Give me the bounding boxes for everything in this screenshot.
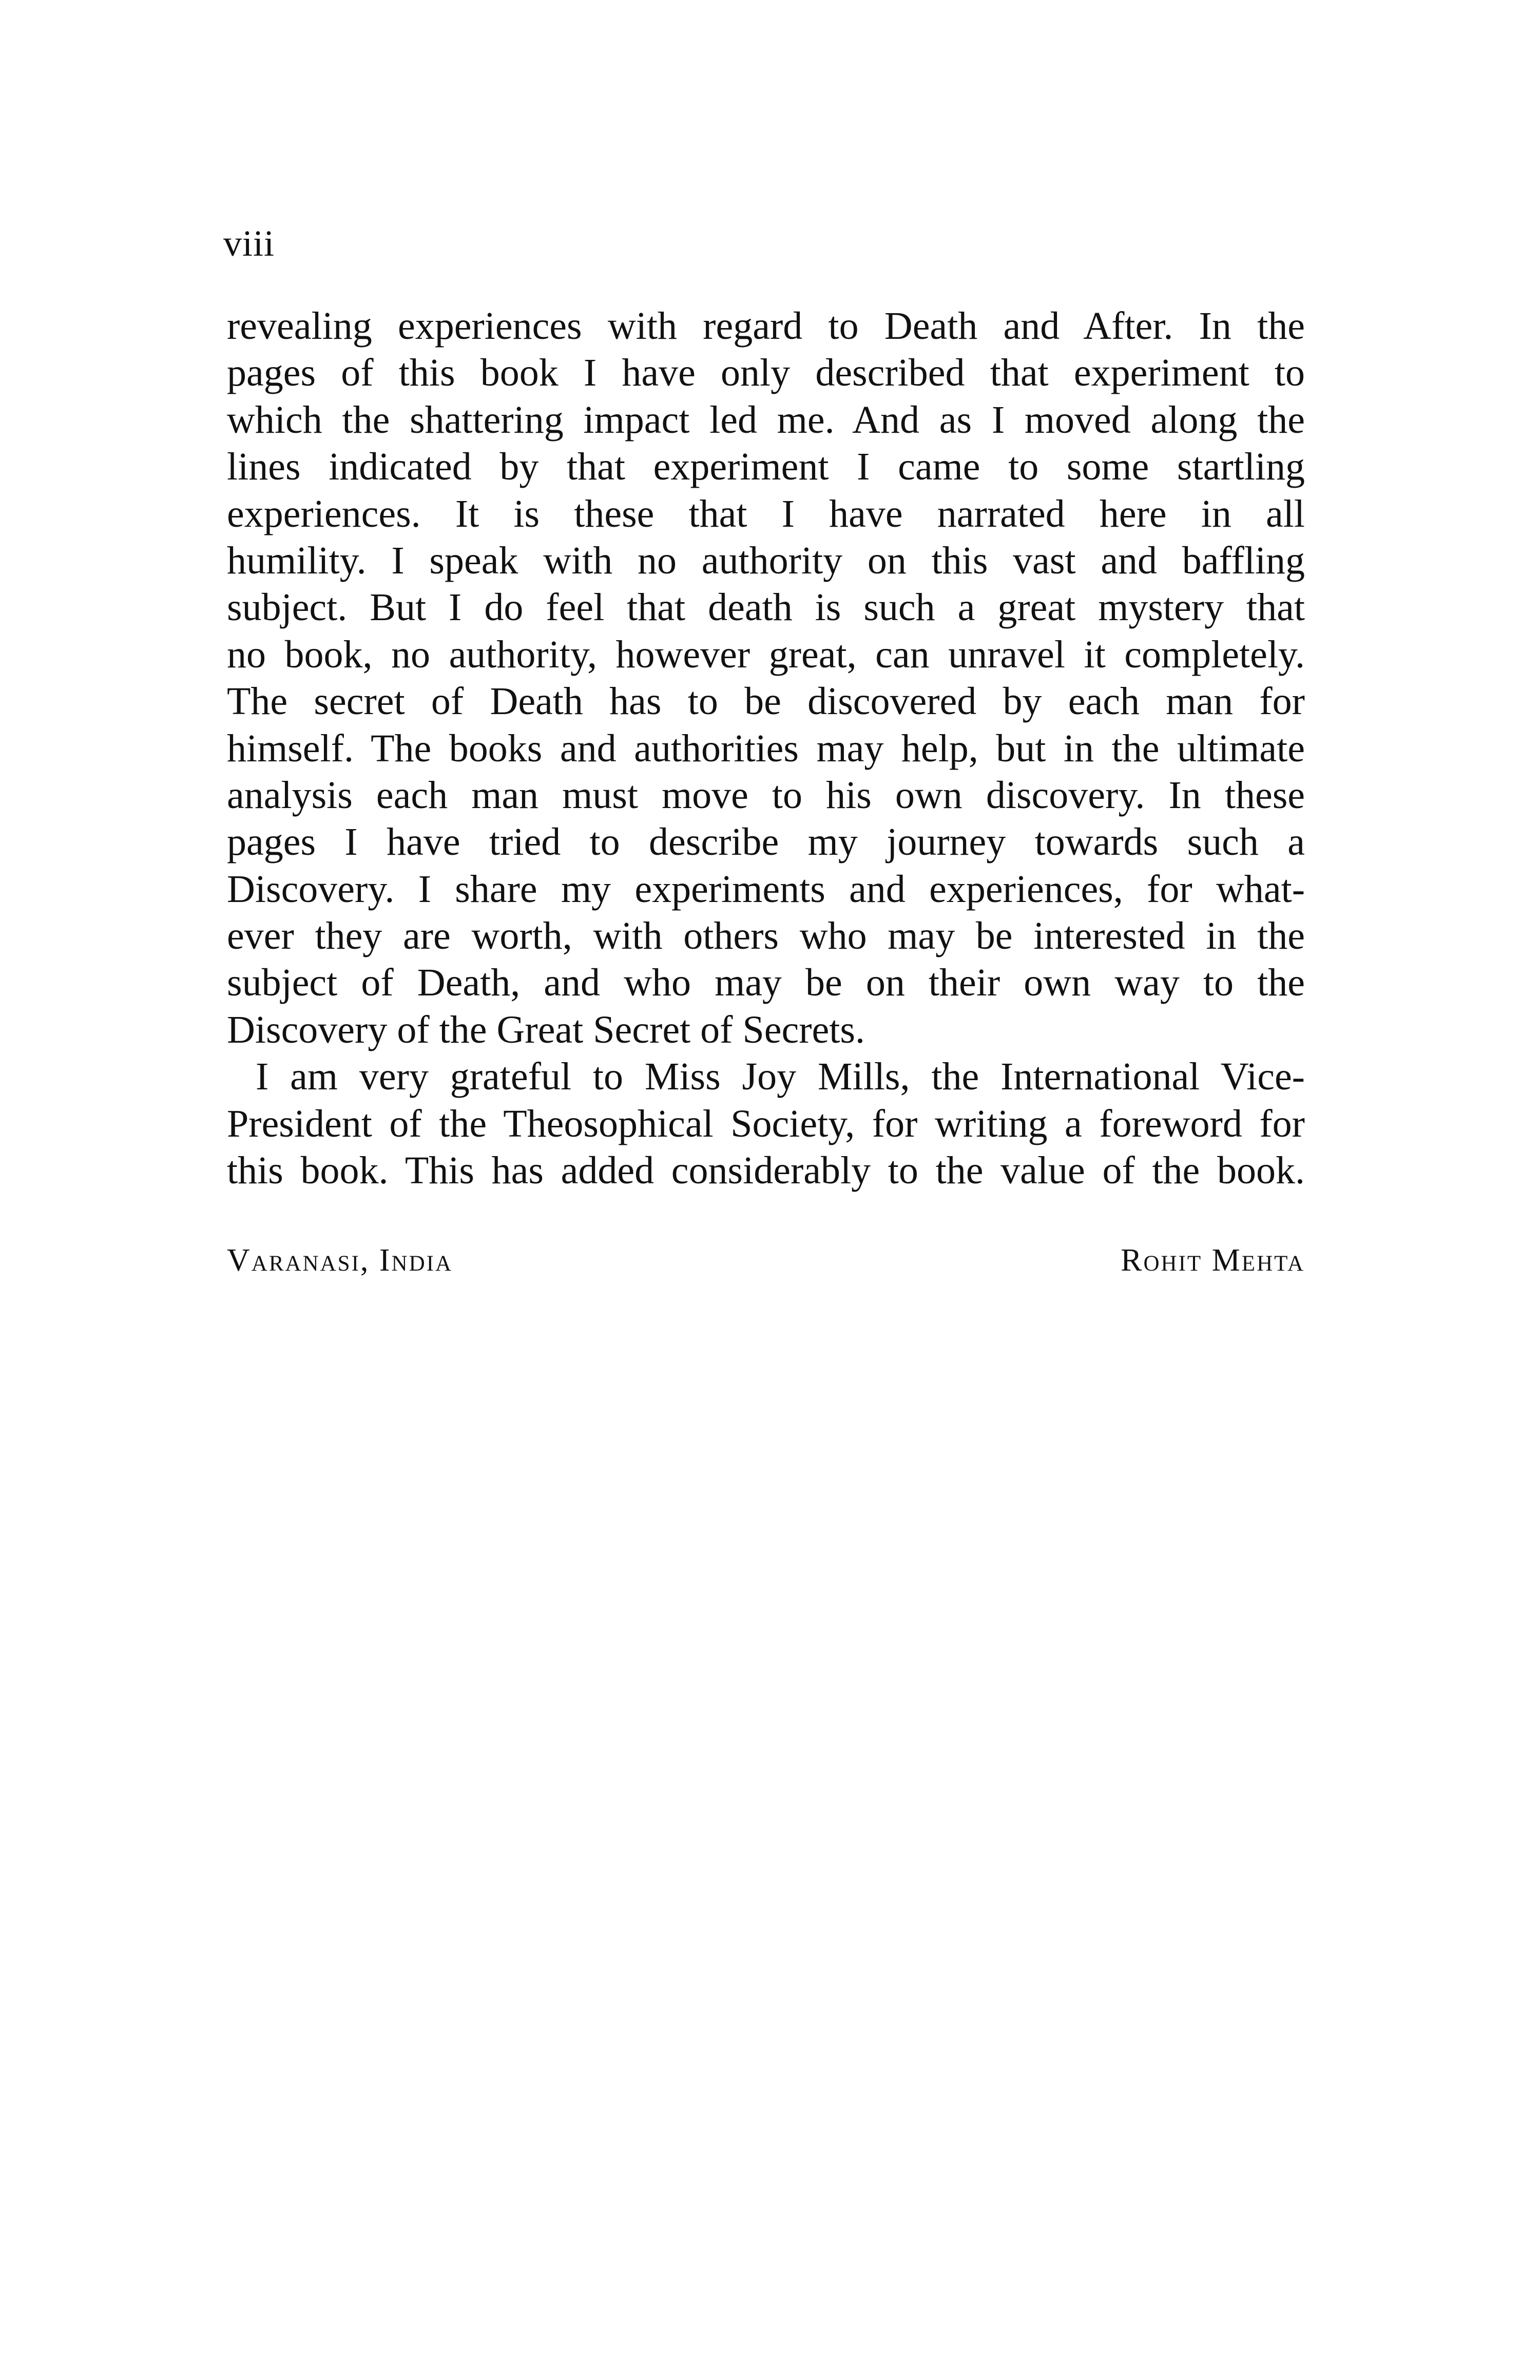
text-line: humility. I speak with no authority on this vast and baffling xyxy=(227,539,1305,582)
text-line: Discovery. I share my experiments and experiences, for what- xyxy=(227,867,1305,911)
paragraph-1 xyxy=(227,303,1305,1053)
text-line: subject. But I do feel that death is such a great mystery that xyxy=(227,586,1305,629)
text-line: experiences. It is these that I have narrated here in all xyxy=(227,492,1305,535)
signature-author: Rohit Mehta xyxy=(1121,1243,1305,1278)
text-line: lines indicated by that experiment I came to some startling xyxy=(227,445,1305,489)
text-line: this book. This has added considerably to the value of the book. xyxy=(227,1149,1305,1193)
text-line: revealing experiences with regard to Death and After. In the xyxy=(227,304,1305,348)
body-text xyxy=(227,303,1305,1194)
text-line: Discovery of the Great Secret of Secrets. xyxy=(227,1008,865,1051)
text-line: pages I have tried to describe my journey towards such a xyxy=(227,820,1305,864)
paragraph-2 xyxy=(227,1053,1305,1194)
signature-line xyxy=(227,1242,1305,1279)
text-line: The secret of Death has to be discovered by each man for xyxy=(227,680,1305,723)
text-line: himself. The books and authorities may help, but in the ultimate xyxy=(227,726,1305,770)
text-line: which the shattering impact led me. And as I moved along the xyxy=(227,398,1305,442)
text-line: no book, no authority, however great, can unravel it completely. xyxy=(227,632,1305,676)
text-line: analysis each man must move to his own discovery. In these xyxy=(227,773,1305,817)
page-number: viii xyxy=(223,223,275,264)
text-line: President of the Theosophical Society, for writing a foreword for xyxy=(227,1102,1305,1145)
text-line: subject of Death, and who may be on their own way to the xyxy=(227,961,1305,1005)
signature-place: Varanasi, India xyxy=(227,1243,453,1278)
text-line: I am very grateful to Miss Joy Mills, the International Vice- xyxy=(256,1055,1305,1099)
text-line: pages of this book I have only described that experiment to xyxy=(227,351,1305,395)
text-line: ever they are worth, with others who may be interested in the xyxy=(227,914,1305,958)
